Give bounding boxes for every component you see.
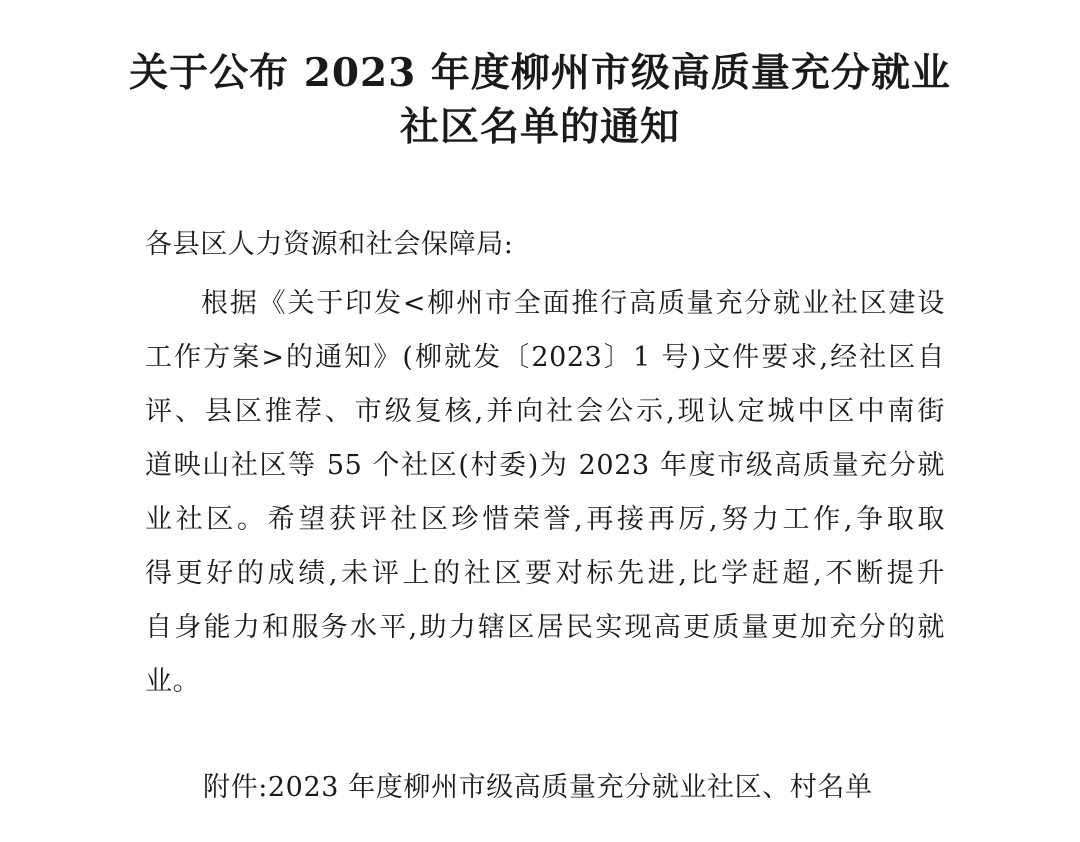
body-line: 自身能力和服务水平,助力辖区居民实现高更质量更加充分的就 [145, 612, 945, 643]
salutation: 各县区人力资源和社会保障局: [145, 229, 514, 260]
body-line: 业社区。希望获评社区珍惜荣誉,再接再厉,努力工作,争取取 [145, 504, 945, 535]
body-line: 得更好的成绩,未评上的社区要对标先进,比学赶超,不断提升 [145, 558, 945, 589]
attachment-note: 附件:2023 年度柳州市级高质量充分就业社区、村名单 [203, 772, 873, 803]
body-line: 业。 [145, 666, 201, 697]
document-title-line-1: 关于公布 2023 年度柳州市级高质量充分就业 [129, 50, 951, 96]
body-paragraph [145, 277, 945, 709]
body-line: 评、县区推荐、市级复核,并向社会公示,现认定城中区中南街 [145, 396, 945, 427]
body-line: 工作方案>的通知》(柳就发〔2023〕1 号)文件要求,经社区自 [145, 342, 945, 373]
body-line: 根据《关于印发<柳州市全面推行高质量充分就业社区建设 [201, 288, 945, 319]
document-title-line-2: 社区名单的通知 [399, 104, 680, 150]
body-line: 道映山社区等 55 个社区(村委)为 2023 年度市级高质量充分就 [145, 450, 945, 481]
